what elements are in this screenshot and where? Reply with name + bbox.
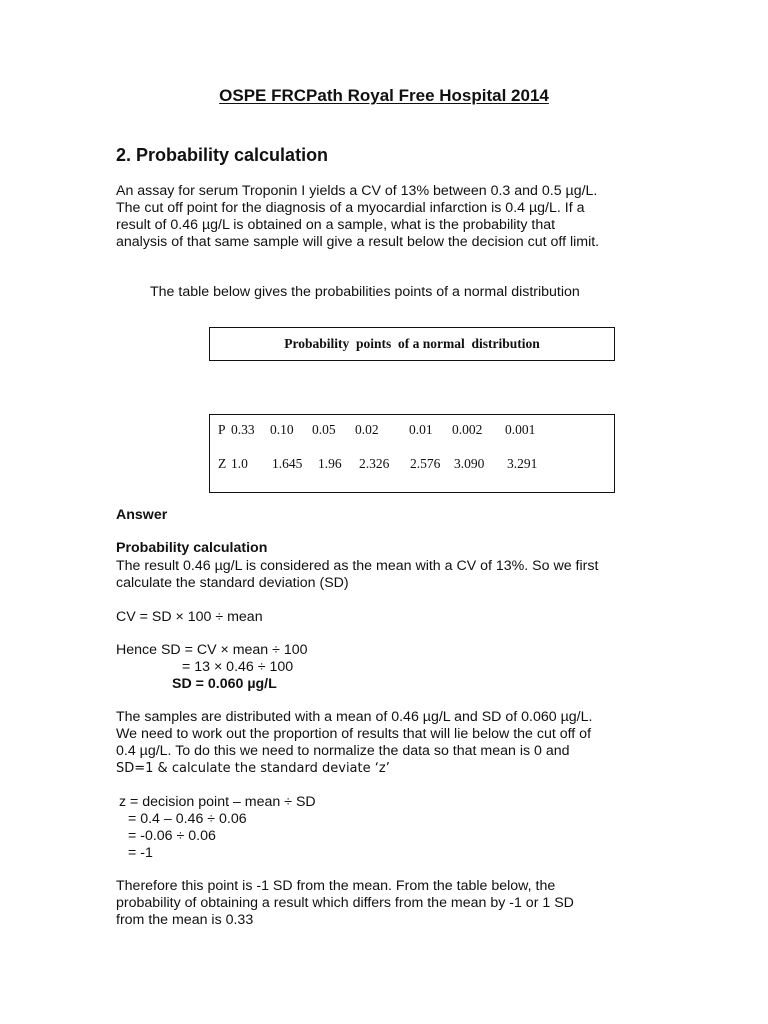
table-row-z xyxy=(210,415,614,492)
question-line: analysis of that same sample will give a result below the decision cut off limit. xyxy=(116,234,600,250)
probability-calculation-heading: Probability calculation xyxy=(116,540,268,556)
p-value: 0.02 xyxy=(355,422,379,437)
cv-formula: CV = SD × 100 ÷ mean xyxy=(116,609,263,625)
explanation-paragraph xyxy=(116,558,598,592)
z-value: 1.645 xyxy=(272,456,303,471)
sd-derivation xyxy=(116,642,308,693)
z-value: 1.96 xyxy=(318,456,342,471)
z-line: = -1 xyxy=(128,845,153,861)
z-line: z = decision point – mean ÷ SD xyxy=(119,794,316,810)
paragraph-line: probability of obtaining a result which differs from the mean by -1 or 1 SD xyxy=(116,895,574,911)
question-line: The cut off point for the diagnosis of a myocardial infarction is 0.4 µg/L. If a xyxy=(116,200,585,216)
table-title: Probability points of a normal distribution xyxy=(284,336,540,351)
section-heading: 2. Probability calculation xyxy=(116,145,329,165)
p-value: 0.10 xyxy=(270,422,294,437)
p-value: 0.002 xyxy=(452,422,483,437)
sd-line: Hence SD = CV × mean ÷ 100 xyxy=(116,642,308,658)
normalization-paragraph xyxy=(116,709,592,777)
z-value: 2.576 xyxy=(410,456,441,471)
z-derivation xyxy=(116,794,316,862)
question-line: An assay for serum Troponin I yields a CV of 13% between 0.3 and 0.5 µg/L. xyxy=(116,183,598,199)
sd-line: = 13 × 0.46 ÷ 100 xyxy=(182,659,294,675)
p-value: 0.01 xyxy=(409,422,433,437)
answer-heading: Answer xyxy=(116,507,168,523)
z-value: 3.090 xyxy=(454,456,485,471)
paragraph-line: We need to work out the proportion of results that will lie below the cut off of xyxy=(116,726,592,742)
p-value: 0.05 xyxy=(312,422,336,437)
conclusion-paragraph xyxy=(116,878,574,929)
z-line: = -0.06 ÷ 0.06 xyxy=(128,828,216,844)
z-value: 3.291 xyxy=(507,456,538,471)
sd-result: SD = 0.060 µg/L xyxy=(172,676,277,692)
z-value: 1.0 xyxy=(231,456,248,471)
question-line: result of 0.46 µg/L is obtained on a sample, what is the probability that xyxy=(116,217,556,233)
paragraph-line: calculate the standard deviation (SD) xyxy=(116,575,349,591)
table-title-box xyxy=(209,327,615,361)
paragraph-line: 0.4 µg/L. To do this we need to normalize the data so that mean is 0 and xyxy=(116,743,570,759)
probability-table xyxy=(209,414,615,493)
p-label: P xyxy=(218,422,226,437)
z-value: 2.326 xyxy=(359,456,390,471)
paragraph-line: The result 0.46 µg/L is considered as the mean with a CV of 13%. So we first xyxy=(116,558,599,574)
p-value: 0.33 xyxy=(231,422,255,437)
paragraph-line: The samples are distributed with a mean of 0.46 µg/L and SD of 0.060 µg/L. xyxy=(116,709,593,725)
table-intro: The table below gives the probabilities points of a normal distribution xyxy=(150,284,580,300)
document-title: OSPE FRCPath Royal Free Hospital 2014 xyxy=(219,86,549,105)
z-label: Z xyxy=(218,456,227,471)
paragraph-line: SD=1 & calculate the standard deviate ‘z’ xyxy=(116,761,390,776)
p-value: 0.001 xyxy=(505,422,536,437)
paragraph-line: from the mean is 0.33 xyxy=(116,912,254,928)
paragraph-line: Therefore this point is -1 SD from the mean. From the table below, the xyxy=(116,878,556,894)
z-line: = 0.4 – 0.46 ÷ 0.06 xyxy=(128,811,247,827)
question-paragraph xyxy=(116,183,656,251)
